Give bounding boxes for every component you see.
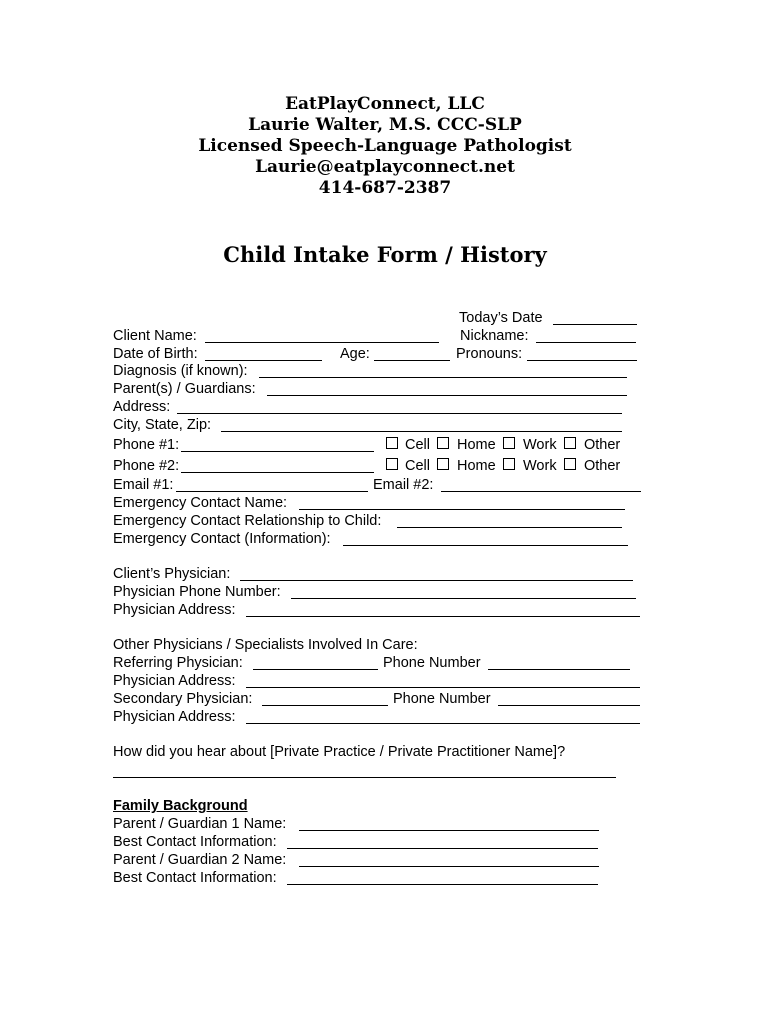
email2-field[interactable] (441, 491, 641, 492)
phone1-cell-label: Cell (405, 437, 430, 453)
client-name-field[interactable] (205, 342, 439, 343)
city-state-zip-field[interactable] (221, 431, 622, 432)
dob-label: Date of Birth: (113, 346, 198, 362)
todays-date-label: Today’s Date (459, 310, 543, 326)
pronouns-field[interactable] (527, 360, 637, 361)
age-label: Age: (340, 346, 370, 362)
age-field[interactable] (374, 360, 450, 361)
secondary-phone-label: Phone Number (393, 691, 491, 707)
physician-phone-label: Physician Phone Number: (113, 584, 281, 600)
phone2-field[interactable] (181, 472, 374, 473)
parent1-name-label: Parent / Guardian 1 Name: (113, 816, 287, 832)
phone1-label: Phone #1: (113, 437, 180, 453)
phone1-other-checkbox[interactable] (564, 437, 576, 449)
secondary-phone-field[interactable] (498, 705, 640, 706)
parent1-contact-label: Best Contact Information: (113, 834, 277, 850)
emergency-info-field[interactable] (343, 545, 628, 546)
phone2-work-label: Work (523, 458, 557, 474)
phone1-home-checkbox[interactable] (437, 437, 449, 449)
phone1-cell-checkbox[interactable] (386, 437, 398, 449)
nickname-label: Nickname: (460, 328, 529, 344)
emergency-relationship-field[interactable] (397, 527, 622, 528)
email2-label: Email #2: (373, 477, 434, 493)
phone2-label: Phone #2: (113, 458, 180, 474)
address-field[interactable] (177, 413, 622, 414)
clinician-credential: Licensed Speech-Language Pathologist (198, 136, 572, 156)
parent1-contact-field[interactable] (287, 848, 598, 849)
referring-physician-label: Referring Physician: (113, 655, 243, 671)
physician-address-field[interactable] (246, 616, 640, 617)
company-name: EatPlayConnect, LLC (285, 94, 485, 114)
emergency-name-label: Emergency Contact Name: (113, 495, 288, 511)
referring-address-field[interactable] (246, 687, 640, 688)
phone2-cell-label: Cell (405, 458, 430, 474)
client-physician-label: Client’s Physician: (113, 566, 231, 582)
email1-label: Email #1: (113, 477, 174, 493)
phone1-work-label: Work (523, 437, 557, 453)
pronouns-label: Pronouns: (456, 346, 523, 362)
referral-question-label: How did you hear about [Private Practice / Private Practitioner Name]? (113, 744, 566, 760)
referring-phone-field[interactable] (488, 669, 630, 670)
secondary-address-field[interactable] (246, 723, 640, 724)
client-name-label: Client Name: (113, 328, 197, 344)
phone1-work-checkbox[interactable] (503, 437, 515, 449)
phone1-other-label: Other (584, 437, 621, 453)
phone2-other-label: Other (584, 458, 621, 474)
form-title: Child Intake Form / History (223, 242, 547, 267)
referring-address-label: Physician Address: (113, 673, 236, 689)
referral-answer-field[interactable] (113, 777, 616, 778)
clinician-email: Laurie@eatplayconnect.net (255, 157, 515, 177)
clinician-name: Laurie Walter, M.S. CCC-SLP (248, 115, 522, 135)
phone1-field[interactable] (181, 451, 374, 452)
parent1-name-field[interactable] (299, 830, 599, 831)
dob-field[interactable] (205, 360, 322, 361)
parent2-contact-label: Best Contact Information: (113, 870, 277, 886)
phone2-home-checkbox[interactable] (437, 458, 449, 470)
secondary-physician-label: Secondary Physician: (113, 691, 253, 707)
parent2-contact-field[interactable] (287, 884, 598, 885)
emergency-relationship-label: Emergency Contact Relationship to Child: (113, 513, 382, 529)
address-label: Address: (113, 399, 171, 415)
parents-field[interactable] (267, 395, 627, 396)
phone2-cell-checkbox[interactable] (386, 458, 398, 470)
physician-address-label: Physician Address: (113, 602, 236, 618)
clinician-phone: 414-687-2387 (318, 178, 452, 198)
city-state-zip-label: City, State, Zip: (113, 417, 212, 433)
emergency-name-field[interactable] (299, 509, 625, 510)
phone1-home-label: Home (457, 437, 496, 453)
parent2-name-field[interactable] (299, 866, 599, 867)
secondary-address-label: Physician Address: (113, 709, 236, 725)
todays-date-field[interactable] (553, 324, 637, 325)
emergency-info-label: Emergency Contact (Information): (113, 531, 331, 547)
referring-phone-label: Phone Number (383, 655, 481, 671)
family-background-heading: Family Background (113, 798, 248, 814)
nickname-field[interactable] (536, 342, 636, 343)
parent2-name-label: Parent / Guardian 2 Name: (113, 852, 287, 868)
email1-field[interactable] (176, 491, 368, 492)
phone2-work-checkbox[interactable] (503, 458, 515, 470)
diagnosis-label: Diagnosis (if known): (113, 363, 248, 379)
other-physicians-heading: Other Physicians / Specialists Involved In Care: (113, 637, 418, 653)
diagnosis-field[interactable] (259, 377, 627, 378)
referring-physician-field[interactable] (253, 669, 378, 670)
secondary-physician-field[interactable] (262, 705, 388, 706)
physician-phone-field[interactable] (291, 598, 636, 599)
parents-label: Parent(s) / Guardians: (113, 381, 256, 397)
phone2-home-label: Home (457, 458, 496, 474)
client-physician-field[interactable] (240, 580, 633, 581)
phone2-other-checkbox[interactable] (564, 458, 576, 470)
